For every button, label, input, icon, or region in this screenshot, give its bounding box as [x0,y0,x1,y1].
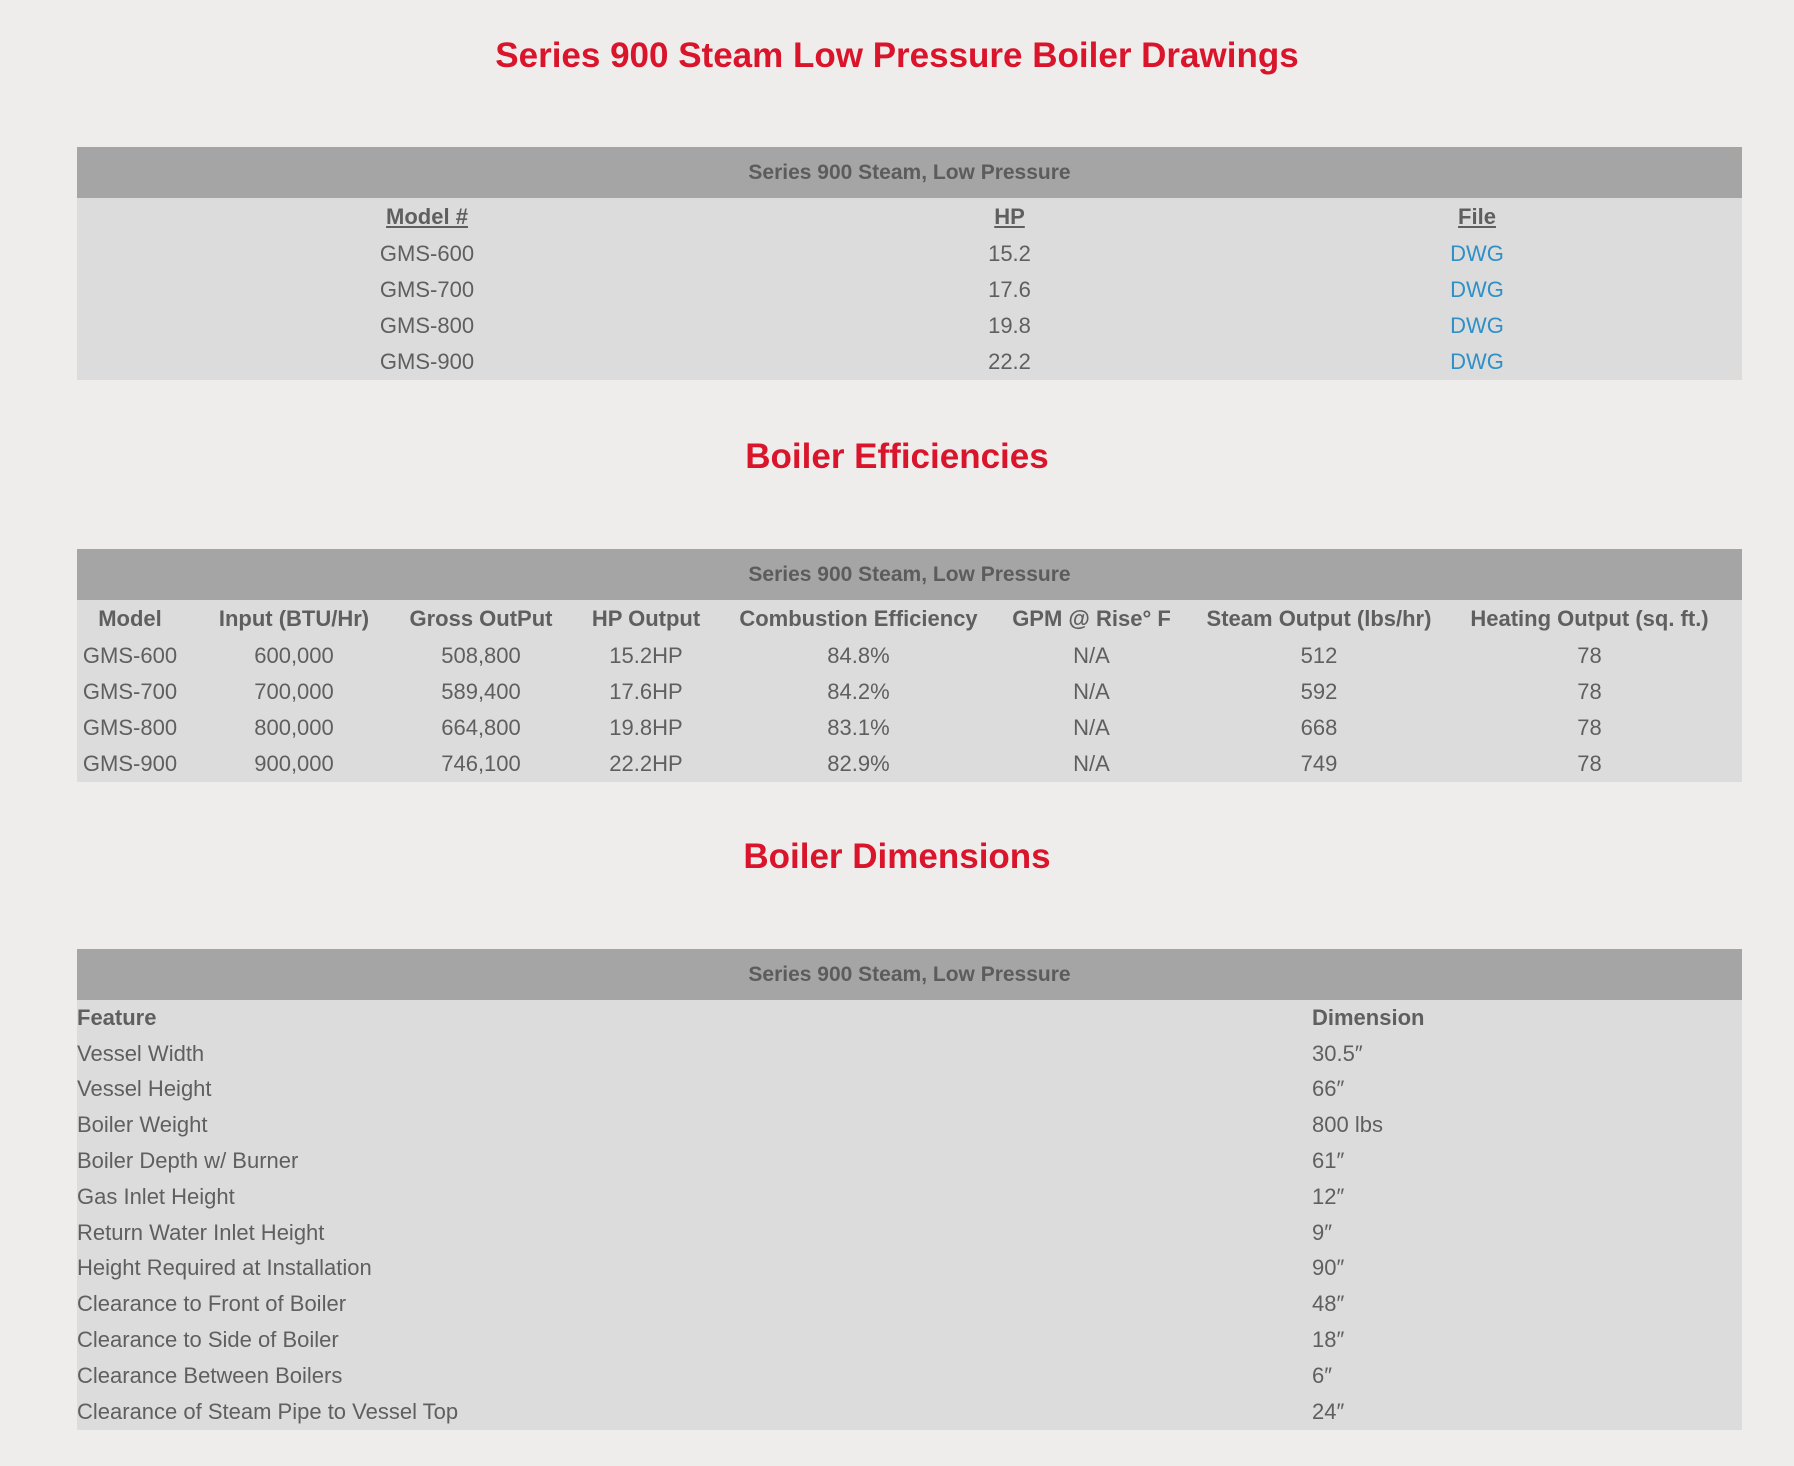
heating-output-cell: 78 [1577,715,1602,740]
dwg-download-link[interactable]: DWG [1450,349,1504,374]
gross-output-cell: 589,400 [441,679,521,704]
hp-cell: 22.2 [988,349,1031,374]
table-row [77,1251,1742,1287]
dwg-download-link[interactable]: DWG [1450,241,1504,266]
table-row [77,272,1742,308]
feature-cell: Height Required at Installation [77,1255,372,1281]
table-row [77,1143,1742,1179]
column-header-heating-output: Heating Output (sq. ft.) [1470,606,1709,631]
hp-cell: 15.2 [988,241,1031,266]
input-cell: 700,000 [254,679,334,704]
gpm-cell: N/A [1073,715,1110,740]
table-row [77,236,1742,272]
hp-output-cell: 22.2HP [609,751,683,776]
gpm-cell: N/A [1073,679,1110,704]
table-row [77,1179,1742,1215]
efficiencies-header-row [77,600,1742,638]
dimension-cell: 66″ [1312,1076,1345,1102]
table-row [77,1215,1742,1251]
efficiencies-heading: Boiler Efficiencies [745,437,1049,476]
input-cell: 900,000 [254,751,334,776]
dimensions-table-body [77,1036,1742,1430]
hp-output-cell: 15.2HP [609,643,683,668]
dwg-download-link[interactable]: DWG [1450,313,1504,338]
steam-output-cell: 749 [1300,751,1338,776]
input-cell: 800,000 [254,715,334,740]
column-header-gross-output: Gross OutPut [409,606,553,631]
hp-output-cell: 19.8HP [609,715,683,740]
column-header-gpm: GPM @ Rise° F [1012,606,1171,631]
dimension-cell: 48″ [1312,1291,1345,1317]
feature-cell: Return Water Inlet Height [77,1219,325,1245]
table-row [77,1286,1742,1322]
efficiencies-table-caption: Series 900 Steam, Low Pressure [77,549,1742,600]
model-cell: GMS-800 [379,313,475,338]
table-row [77,1322,1742,1358]
table-row [77,638,1742,674]
dimension-cell: 30.5″ [1312,1040,1363,1066]
drawings-table [77,147,1742,380]
column-header-dimension: Dimension [1312,1004,1425,1030]
input-cell: 600,000 [254,643,334,668]
table-row [77,1358,1742,1394]
heating-output-cell: 78 [1577,679,1602,704]
model-cell: GMS-800 [82,715,178,740]
table-row [77,1394,1742,1430]
model-cell: GMS-900 [82,751,178,776]
drawings-header-row [77,198,1742,236]
column-header-file: File [1458,204,1496,229]
feature-cell: Clearance to Side of Boiler [77,1327,339,1353]
feature-cell: Clearance of Steam Pipe to Vessel Top [77,1398,459,1424]
feature-cell: Boiler Weight [77,1112,208,1138]
table-row [77,308,1742,344]
efficiencies-table-body [77,638,1742,782]
column-header-feature: Feature [77,1004,157,1030]
model-cell: GMS-700 [82,679,178,704]
dwg-download-link[interactable]: DWG [1450,277,1504,302]
drawings-table-caption: Series 900 Steam, Low Pressure [77,147,1742,198]
heating-output-cell: 78 [1577,751,1602,776]
column-header-model: Model # [386,204,468,229]
feature-cell: Vessel Height [77,1076,212,1102]
model-cell: GMS-600 [379,241,475,266]
feature-cell: Clearance to Front of Boiler [77,1291,347,1317]
combustion-efficiency-cell: 84.2% [827,679,890,704]
table-row [77,710,1742,746]
table-row [77,746,1742,782]
dimension-cell: 800 lbs [1312,1112,1383,1138]
dimension-cell: 9″ [1312,1219,1333,1245]
gross-output-cell: 508,800 [441,643,521,668]
feature-cell: Clearance Between Boilers [77,1362,343,1388]
model-cell: GMS-700 [379,277,475,302]
dimensions-table-caption: Series 900 Steam, Low Pressure [77,949,1742,1000]
combustion-efficiency-cell: 84.8% [827,643,890,668]
steam-output-cell: 668 [1300,715,1338,740]
gpm-cell: N/A [1073,643,1110,668]
column-header-hp-output: HP Output [591,606,701,631]
column-header-combustion-efficiency: Combustion Efficiency [739,606,978,631]
drawings-table-body [77,236,1742,380]
table-row [77,1072,1742,1108]
dimension-cell: 61″ [1312,1148,1345,1174]
dimensions-table [77,949,1742,1430]
dimension-cell: 90″ [1312,1255,1345,1281]
column-header-hp: HP [994,204,1025,229]
gpm-cell: N/A [1073,751,1110,776]
table-row [77,1036,1742,1072]
gross-output-cell: 664,800 [441,715,521,740]
dimension-cell: 6″ [1312,1362,1333,1388]
model-cell: GMS-600 [82,643,178,668]
column-header-model: Model [98,606,162,631]
hp-cell: 19.8 [988,313,1031,338]
table-row [77,344,1742,380]
drawings-heading: Series 900 Steam Low Pressure Boiler Drawings [495,36,1299,75]
dimensions-heading: Boiler Dimensions [743,837,1051,876]
hp-cell: 17.6 [988,277,1031,302]
feature-cell: Gas Inlet Height [77,1183,235,1209]
feature-cell: Vessel Width [77,1040,205,1066]
efficiencies-table [77,549,1742,782]
dimension-cell: 24″ [1312,1398,1345,1424]
combustion-efficiency-cell: 82.9% [827,751,890,776]
model-cell: GMS-900 [379,349,475,374]
column-header-input: Input (BTU/Hr) [218,606,370,631]
combustion-efficiency-cell: 83.1% [827,715,890,740]
steam-output-cell: 512 [1300,643,1338,668]
dimension-cell: 18″ [1312,1327,1345,1353]
table-row [77,1107,1742,1143]
dimensions-header-row [77,1000,1742,1036]
heating-output-cell: 78 [1577,643,1602,668]
table-row [77,674,1742,710]
feature-cell: Boiler Depth w/ Burner [77,1148,299,1174]
dimension-cell: 12″ [1312,1183,1345,1209]
column-header-steam-output: Steam Output (lbs/hr) [1206,606,1432,631]
steam-output-cell: 592 [1300,679,1338,704]
gross-output-cell: 746,100 [441,751,521,776]
hp-output-cell: 17.6HP [609,679,683,704]
